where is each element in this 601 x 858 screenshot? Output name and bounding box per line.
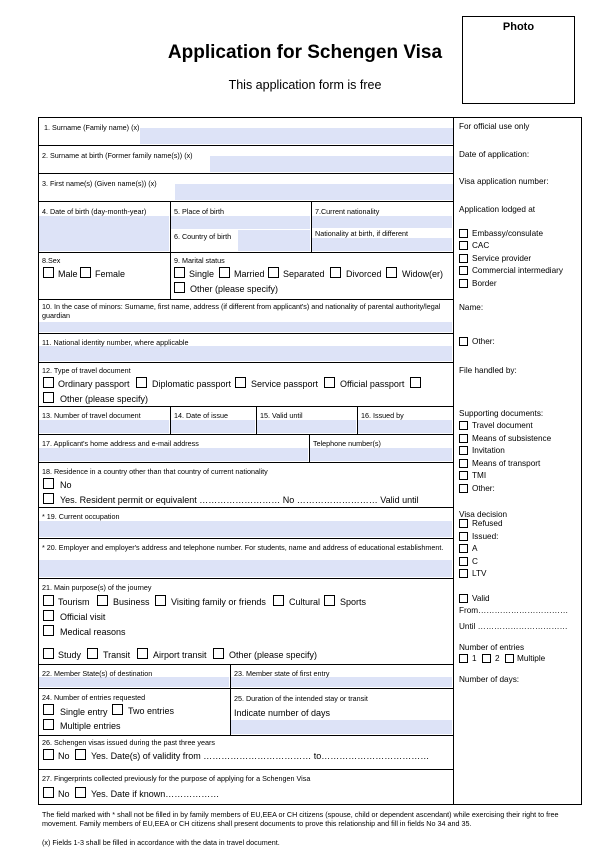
entries-two-text: Two entries [128, 706, 175, 716]
marital-married-text: Married [234, 269, 265, 279]
surname-birth-label: 2. Surname at birth (Former family name(s)) (x) [42, 151, 193, 160]
doc-official-checkbox[interactable] [324, 377, 335, 388]
doc-diplomatic-text: Diplomatic passport [152, 379, 232, 389]
purpose-tourism-checkbox[interactable] [43, 595, 54, 606]
support-transport-text: Means of transport [472, 459, 541, 468]
residence-no-text: No [60, 480, 72, 490]
footer-x-note: (x) Fields 1-3 shall be filled in accordance with the data in travel document. [42, 838, 280, 847]
photo-label: Photo [502, 21, 535, 33]
decision-c-checkbox[interactable] [459, 557, 468, 566]
marital-separated-text: Separated [283, 269, 325, 279]
support-subsistence-checkbox[interactable] [459, 434, 468, 443]
support-tmi-checkbox[interactable] [459, 471, 468, 480]
valid-checkbox[interactable] [459, 594, 468, 603]
entries-single-checkbox[interactable] [43, 704, 54, 715]
first-name-label: 3. First name(s) (Given name(s)) (x) [42, 179, 157, 188]
sex-male-text: Male [58, 269, 78, 279]
nationality-at-birth-label: Nationality at birth, if different [315, 229, 408, 238]
entries-multiple-text: Multiple entries [60, 721, 121, 731]
entries-2-checkbox[interactable] [482, 654, 491, 663]
lodged-intermediary-text: Commercial intermediary [472, 266, 563, 275]
number-of-entries-label: Number of entries [459, 643, 525, 652]
national-id-label: 11. National identity number, where applicable [42, 338, 189, 347]
supporting-docs-label: Supporting documents: [459, 409, 544, 418]
date-of-birth-label: 4. Date of birth (day-month-year) [42, 207, 147, 216]
residence-yes-text: Yes. Resident permit or equivalent ……………………… No ……………………… Valid until [60, 495, 419, 505]
decision-issued-text: Issued: [472, 532, 499, 541]
issued-by-label: 16. Issued by [361, 411, 404, 420]
occupation-label: * 19. Current occupation [42, 512, 120, 521]
lodged-embassy-checkbox[interactable] [459, 229, 468, 238]
support-travel-checkbox[interactable] [459, 421, 468, 430]
purpose-airport-checkbox[interactable] [137, 648, 148, 659]
residence-no-checkbox[interactable] [43, 478, 54, 489]
decision-issued-checkbox[interactable] [459, 532, 468, 541]
lodged-intermediary-checkbox[interactable] [459, 266, 468, 275]
schengen-visas-label: 26. Schengen visas issued during the past three years [42, 738, 216, 747]
purpose-cultural-checkbox[interactable] [273, 595, 284, 606]
support-other-checkbox[interactable] [459, 484, 468, 493]
home-address-label: 17. Applicant's home address and e-mail address [42, 439, 199, 448]
entries-multiple-official-text: Multiple [517, 654, 546, 663]
purpose-business-checkbox[interactable] [97, 595, 108, 606]
doc-other-checkbox[interactable] [43, 392, 54, 403]
valid-until-label: 15. Valid until [260, 411, 303, 420]
entries-multiple-official-checkbox[interactable] [505, 654, 514, 663]
telephone-label: Telephone number(s) [313, 439, 381, 448]
purpose-transit-text: Transit [103, 650, 131, 660]
visa-decision-label: Visa decision [459, 510, 508, 519]
official-use-heading: For official use only [459, 122, 530, 131]
support-travel-text: Travel document [472, 421, 533, 430]
entries-multiple-checkbox[interactable] [43, 719, 54, 730]
decision-ltv-text: LTV [472, 569, 487, 578]
date-of-application-label: Date of application: [459, 150, 530, 159]
fingerprints-no-checkbox[interactable] [43, 787, 54, 798]
marital-other-text: Other (please specify) [190, 284, 279, 294]
duration-days-text: Indicate number of days [234, 708, 331, 718]
entries-requested-label: 24. Number of entries requested [42, 693, 146, 702]
country-of-birth-label: 6. Country of birth [174, 232, 232, 241]
marital-single-text: Single [189, 269, 215, 279]
valid-until-text: Until …………………………… [459, 622, 568, 631]
valid-text: Valid [472, 594, 490, 603]
form-subtitle: This application form is free [228, 78, 382, 92]
lodged-service-text: Service provider [472, 254, 532, 263]
visas-yes-checkbox[interactable] [75, 749, 86, 760]
decision-a-text: A [472, 544, 478, 553]
support-tmi-text: TMI [472, 471, 487, 480]
visas-yes-text: Yes. Date(s) of validity from ……………………………… to……………………………… [91, 751, 430, 761]
purpose-medical-checkbox[interactable] [43, 625, 54, 636]
purpose-cultural-text: Cultural [289, 597, 321, 607]
sex-female-checkbox[interactable] [80, 267, 91, 278]
place-of-birth-label: 5. Place of birth [174, 207, 224, 216]
support-other-text: Other: [472, 484, 495, 493]
travel-doc-type-label: 12. Type of travel document [42, 366, 131, 375]
marital-status-label: 9. Marital status [174, 256, 225, 265]
purpose-official-checkbox[interactable] [43, 610, 54, 621]
marital-widow-text: Widow(er) [402, 269, 444, 279]
entries-two-checkbox[interactable] [112, 704, 123, 715]
purpose-visiting-checkbox[interactable] [155, 595, 166, 606]
decision-ltv-checkbox[interactable] [459, 569, 468, 578]
purpose-airport-text: Airport transit [153, 650, 207, 660]
purpose-other-checkbox[interactable] [213, 648, 224, 659]
other-checkbox[interactable] [459, 337, 468, 346]
marital-divorced-text: Divorced [346, 269, 382, 279]
visas-no-text: No [58, 751, 70, 761]
decision-refused-text: Refused [472, 519, 503, 528]
fingerprints-label: 27. Fingerprints collected previously for the purpose of applying for a Schengen Visa [42, 774, 311, 783]
purpose-official-text: Official visit [60, 612, 106, 622]
residence-label: 18. Residence in a country other than that country of current nationality [42, 467, 268, 476]
footer-note: The field marked with * shall not be filled in by family members of EU,EEA or CH citizens (spouse, child or dependent ascendant) while exercising their right to free movement. Family members of EU,EEA or CH citizens shall present documents to prove this relationship and fill in fields No 34 and 35. [42, 810, 559, 828]
number-of-days-label: Number of days: [459, 675, 520, 684]
entries-2-text: 2 [495, 654, 500, 663]
lodged-border-checkbox[interactable] [459, 279, 468, 288]
doc-service-text: Service passport [251, 379, 319, 389]
entries-1-checkbox[interactable] [459, 654, 468, 663]
official-divider [453, 117, 454, 805]
purpose-study-checkbox[interactable] [43, 648, 54, 659]
lodged-cac-checkbox[interactable] [459, 241, 468, 250]
support-invitation-checkbox[interactable] [459, 446, 468, 455]
travel-doc-number-label: 13. Number of travel document [42, 411, 141, 420]
lodged-border-text: Border [472, 279, 497, 288]
photo-box[interactable] [462, 16, 575, 104]
residence-yes-checkbox[interactable] [43, 493, 54, 504]
marital-widow-checkbox[interactable] [386, 267, 397, 278]
employer-label: * 20. Employer and employer's address and telephone number. For students, name and address of educational establishment. [42, 543, 444, 552]
marital-divorced-checkbox[interactable] [330, 267, 341, 278]
purpose-sports-text: Sports [340, 597, 367, 607]
application-number-label: Visa application number: [459, 177, 549, 186]
other-text: Other: [472, 337, 495, 346]
lodged-service-checkbox[interactable] [459, 254, 468, 263]
name-label: Name: [459, 303, 484, 312]
purpose-medical-text: Medical reasons [60, 627, 126, 637]
marital-single-checkbox[interactable] [174, 267, 185, 278]
entries-1-text: 1 [472, 654, 477, 663]
entries-single-text: Single entry [60, 707, 108, 717]
purpose-other-text: Other (please specify) [229, 650, 318, 660]
purpose-sports-checkbox[interactable] [324, 595, 335, 606]
marital-separated-checkbox[interactable] [268, 267, 279, 278]
valid-from-text: From…………………………… [459, 606, 569, 615]
decision-c-text: C [472, 557, 478, 566]
fingerprints-yes-text: Yes. Date if known……………… [91, 789, 220, 799]
doc-ordinary-checkbox[interactable] [43, 377, 54, 388]
doc-official-text: Official passport [340, 379, 405, 389]
form-title: Application for Schengen Visa [167, 42, 443, 63]
file-handled-label: File handled by: [459, 366, 517, 375]
doc-ordinary-text: Ordinary passport [58, 379, 130, 389]
doc-other-text: Other (please specify) [60, 394, 149, 404]
minors-label: 10. In the case of minors: Surname, first name, address (if different from applicant's) and nationality of parental authority/legal guardian [42, 302, 441, 320]
purpose-label: 21. Main purpose(s) of the journey [42, 583, 152, 592]
current-nationality-label: 7.Current nationality [315, 207, 380, 216]
date-of-issue-label: 14. Date of issue [174, 411, 228, 420]
support-transport-checkbox[interactable] [459, 459, 468, 468]
doc-service-checkbox[interactable] [235, 377, 246, 388]
purpose-study-text: Study [58, 650, 82, 660]
fingerprints-no-text: No [58, 789, 70, 799]
destination-label: 22. Member State(s) of destination [42, 669, 153, 678]
decision-a-checkbox[interactable] [459, 544, 468, 553]
purpose-tourism-text: Tourism [58, 597, 90, 607]
surname-label: 1. Surname (Family name) (x) [44, 123, 140, 132]
fingerprints-yes-checkbox[interactable] [75, 787, 86, 798]
doc-diplomatic-checkbox[interactable] [136, 377, 147, 388]
support-invitation-text: Invitation [472, 446, 505, 455]
marital-other-checkbox[interactable] [174, 282, 185, 293]
visas-no-checkbox[interactable] [43, 749, 54, 760]
duration-label: 25. Duration of the intended stay or transit [234, 694, 368, 703]
marital-married-checkbox[interactable] [219, 267, 230, 278]
sex-male-checkbox[interactable] [43, 267, 54, 278]
support-subsistence-text: Means of subsistence [472, 434, 552, 443]
first-entry-label: 23. Member state of first entry [234, 669, 330, 678]
sex-female-text: Female [95, 269, 126, 279]
lodged-embassy-text: Embassy/consulate [472, 229, 543, 238]
purpose-visiting-text: Visiting family or friends [171, 597, 266, 607]
doc-extra-checkbox[interactable] [410, 377, 421, 388]
decision-refused-checkbox[interactable] [459, 519, 468, 528]
purpose-business-text: Business [113, 597, 150, 607]
purpose-transit-checkbox[interactable] [87, 648, 98, 659]
lodged-at-label: Application lodged at [459, 205, 536, 214]
sex-label: 8.Sex [42, 256, 61, 265]
lodged-cac-text: CAC [472, 241, 490, 250]
